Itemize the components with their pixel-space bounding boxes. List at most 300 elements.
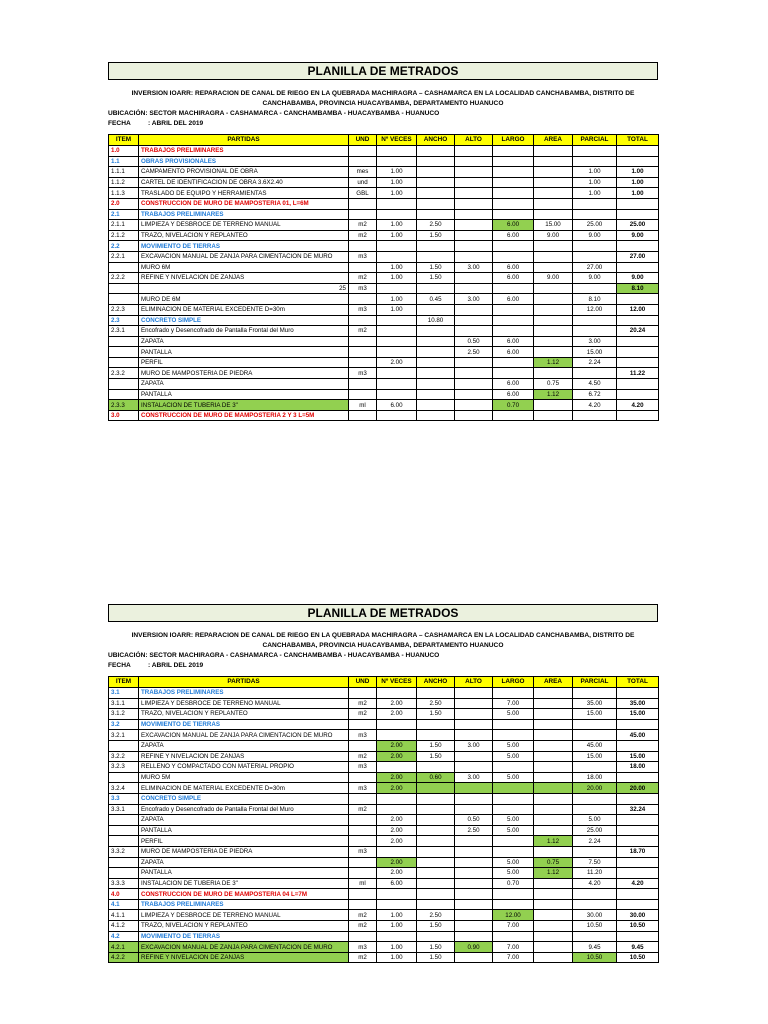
- cell-ancho: 1.50: [417, 273, 455, 284]
- cell-alto: [455, 188, 493, 199]
- cell-item: 4.2.1: [109, 942, 139, 953]
- cell-parcial: 2.24: [573, 836, 617, 847]
- cell-partida: ZAPATA: [139, 740, 349, 751]
- cell-area: [534, 326, 573, 337]
- cell-total: [617, 198, 659, 209]
- cell-parcial: 25.00: [573, 220, 617, 231]
- cell-alto: 0.50: [455, 815, 493, 826]
- cell-total: [617, 740, 659, 751]
- cell-partida: PANTALLA: [139, 825, 349, 836]
- cell-und: [349, 146, 377, 157]
- table-row: [109, 294, 659, 305]
- cell-area: 1.12: [534, 357, 573, 368]
- cell-ancho: 1.50: [417, 942, 455, 953]
- cell-total: 9.45: [617, 942, 659, 953]
- cell-partida: PANTALLA: [139, 389, 349, 400]
- cell-ancho: [417, 336, 455, 347]
- cell-area: [534, 846, 573, 857]
- cell-alto: [455, 730, 493, 741]
- cell-total: 12.00: [617, 304, 659, 315]
- cell-area: 1.12: [534, 836, 573, 847]
- cell-alto: [455, 889, 493, 900]
- cell-partida: REFINE Y NIVELACION DE ZANJAS: [139, 952, 349, 963]
- cell-und: [349, 357, 377, 368]
- cell-alto: [455, 379, 493, 390]
- fecha-value: : ABRIL DEL 2019: [148, 662, 204, 669]
- sheet-header: [108, 631, 658, 671]
- cell-alto: 3.00: [455, 294, 493, 305]
- cell-parcial: [573, 146, 617, 157]
- cell-area: [534, 400, 573, 411]
- cell-total: 1.00: [617, 167, 659, 178]
- table-header-row: [109, 135, 659, 146]
- cell-partida: CARTEL DE IDENTIFICACION DE OBRA 3.6X2.40: [139, 177, 349, 188]
- cell-und: GBL: [349, 188, 377, 199]
- cell-parcial: [573, 368, 617, 379]
- cell-area: [534, 167, 573, 178]
- cell-area: [534, 793, 573, 804]
- cell-ancho: [417, 241, 455, 252]
- cell-und: [349, 825, 377, 836]
- cell-partida: TRASLADO DE EQUIPO Y HERRAMIENTAS: [139, 188, 349, 199]
- cell-partida: REFINE Y NIVELACION DE ZANJAS: [139, 751, 349, 762]
- cell-alto: [455, 283, 493, 294]
- cell-total: 9.00: [617, 273, 659, 284]
- metrados-table: [108, 134, 659, 421]
- cell-und: [349, 836, 377, 847]
- cell-area: [534, 177, 573, 188]
- cell-und: [349, 410, 377, 421]
- table-row: [109, 931, 659, 942]
- sheet-header: [108, 89, 658, 129]
- cell-largo: [493, 167, 534, 178]
- cell-veces: 2.00: [377, 740, 417, 751]
- cell-parcial: [573, 326, 617, 337]
- cell-parcial: 10.50: [573, 921, 617, 932]
- cell-parcial: [573, 251, 617, 262]
- cell-alto: [455, 389, 493, 400]
- cell-veces: [377, 410, 417, 421]
- table-row: [109, 846, 659, 857]
- column-header-parcial: PARCIAL: [573, 135, 617, 146]
- cell-ancho: 10.80: [417, 315, 455, 326]
- cell-ancho: [417, 177, 455, 188]
- cell-largo: 6.00: [493, 294, 534, 305]
- cell-total: 1.00: [617, 188, 659, 199]
- cell-und: [349, 315, 377, 326]
- cell-parcial: 7.50: [573, 857, 617, 868]
- cell-und: m2: [349, 804, 377, 815]
- cell-alto: 2.50: [455, 825, 493, 836]
- column-header-area: AREA: [534, 677, 573, 688]
- cell-und: m2: [349, 326, 377, 337]
- cell-alto: [455, 315, 493, 326]
- cell-item: 4.2: [109, 931, 139, 942]
- cell-alto: [455, 952, 493, 963]
- cell-item: 2.1.2: [109, 230, 139, 241]
- table-row: [109, 889, 659, 900]
- cell-largo: 6.00: [493, 379, 534, 390]
- fecha-label: FECHA: [108, 120, 131, 127]
- cell-und: [349, 241, 377, 252]
- cell-item: 2.2.3: [109, 304, 139, 315]
- cell-partida: CAMPAMENTO PROVISIONAL DE OBRA: [139, 167, 349, 178]
- cell-partida: CONSTRUCCION DE MURO DE MAMPOSTERIA 2 Y 3 L=5M: [139, 410, 349, 421]
- cell-alto: [455, 857, 493, 868]
- cell-alto: [455, 156, 493, 167]
- column-header-und: UND: [349, 135, 377, 146]
- cell-item: 2.3: [109, 315, 139, 326]
- column-header-alto: ALTO: [455, 677, 493, 688]
- cell-largo: [493, 146, 534, 157]
- cell-area: [534, 251, 573, 262]
- cell-veces: [377, 209, 417, 220]
- cell-item: 1.1.1: [109, 167, 139, 178]
- cell-und: [349, 815, 377, 826]
- cell-largo: 5.00: [493, 751, 534, 762]
- ubicacion-line: UBICACIÓN: SECTOR MACHIRAGRA - CASHAMARCA - CANCHAMBAMBA - HUACAYBAMBA - HUANUCO: [108, 652, 440, 659]
- table-row: [109, 868, 659, 879]
- table-row: [109, 410, 659, 421]
- cell-veces: [377, 389, 417, 400]
- cell-partida: MOVIMIENTO DE TIERRAS: [139, 241, 349, 252]
- cell-alto: [455, 146, 493, 157]
- table-row: [109, 347, 659, 358]
- table-row: [109, 899, 659, 910]
- cell-total: [617, 868, 659, 879]
- cell-alto: [455, 326, 493, 337]
- cell-partida: TRABAJOS PRELIMINARES: [139, 899, 349, 910]
- cell-und: [349, 336, 377, 347]
- cell-parcial: 25.00: [573, 825, 617, 836]
- cell-alto: [455, 921, 493, 932]
- table-row: [109, 709, 659, 720]
- cell-partida: EXCAVACION MANUAL DE ZANJA PARA CIMENTACION DE MURO: [139, 942, 349, 953]
- table-row: [109, 368, 659, 379]
- cell-largo: 0.70: [493, 400, 534, 411]
- cell-total: [617, 899, 659, 910]
- cell-largo: 5.00: [493, 772, 534, 783]
- cell-area: [534, 952, 573, 963]
- cell-largo: 6.00: [493, 262, 534, 273]
- cell-total: [617, 156, 659, 167]
- cell-und: [349, 857, 377, 868]
- cell-parcial: 18.00: [573, 772, 617, 783]
- cell-total: [617, 719, 659, 730]
- cell-parcial: 30.00: [573, 910, 617, 921]
- cell-item: 1.1.2: [109, 177, 139, 188]
- cell-und: m3: [349, 368, 377, 379]
- column-header-und: UND: [349, 677, 377, 688]
- cell-area: [534, 368, 573, 379]
- cell-parcial: 15.00: [573, 709, 617, 720]
- cell-und: [349, 294, 377, 305]
- cell-alto: [455, 910, 493, 921]
- cell-item: 3.3: [109, 793, 139, 804]
- column-header-ancho: ANCHO: [417, 135, 455, 146]
- cell-area: [534, 772, 573, 783]
- cell-parcial: 9.45: [573, 942, 617, 953]
- cell-und: [349, 719, 377, 730]
- cell-alto: [455, 836, 493, 847]
- table-row: [109, 688, 659, 699]
- cell-und: [349, 931, 377, 942]
- cell-und: m2: [349, 709, 377, 720]
- column-header-total: TOTAL: [617, 135, 659, 146]
- cell-und: m3: [349, 762, 377, 773]
- cell-partida: MURO DE MAMPOSTERIA DE PIEDRA: [139, 846, 349, 857]
- cell-area: [534, 783, 573, 794]
- table-row: [109, 379, 659, 390]
- cell-partida: LIMPIEZA Y DESBROCE DE TERRENO MANUAL: [139, 910, 349, 921]
- cell-parcial: [573, 241, 617, 252]
- cell-area: [534, 942, 573, 953]
- cell-partida: ZAPATA: [139, 857, 349, 868]
- cell-partida: TRAZO, NIVELACION Y REPLANTEO: [139, 230, 349, 241]
- cell-parcial: 4.20: [573, 878, 617, 889]
- cell-item: 2.3.1: [109, 326, 139, 337]
- cell-ancho: [417, 156, 455, 167]
- cell-veces: 2.00: [377, 751, 417, 762]
- cell-area: 15.00: [534, 220, 573, 231]
- cell-area: [534, 294, 573, 305]
- cell-largo: [493, 326, 534, 337]
- cell-item: 3.2: [109, 719, 139, 730]
- cell-ancho: [417, 389, 455, 400]
- cell-partida: INSTALACION DE TUBERIA DE 3": [139, 400, 349, 411]
- cell-largo: [493, 209, 534, 220]
- cell-ancho: [417, 857, 455, 868]
- table-row: [109, 698, 659, 709]
- cell-ancho: [417, 283, 455, 294]
- cell-area: 0.75: [534, 379, 573, 390]
- cell-total: [617, 294, 659, 305]
- cell-partida: INSTALACION DE TUBERIA DE 3": [139, 878, 349, 889]
- cell-total: 35.00: [617, 698, 659, 709]
- cell-parcial: 1.00: [573, 167, 617, 178]
- cell-partida: REFINE Y NIVELACION DE ZANJAS: [139, 273, 349, 284]
- cell-parcial: [573, 283, 617, 294]
- cell-area: [534, 315, 573, 326]
- cell-veces: [377, 146, 417, 157]
- table-row: [109, 857, 659, 868]
- cell-und: und: [349, 177, 377, 188]
- cell-ancho: [417, 719, 455, 730]
- cell-item: 2.1.1: [109, 220, 139, 231]
- cell-largo: 7.00: [493, 942, 534, 953]
- cell-ancho: [417, 783, 455, 794]
- cell-item: 1.1: [109, 156, 139, 167]
- cell-veces: 1.00: [377, 262, 417, 273]
- table-header-row: [109, 677, 659, 688]
- cell-total: [617, 889, 659, 900]
- cell-area: [534, 931, 573, 942]
- cell-largo: 0.70: [493, 878, 534, 889]
- cell-parcial: 9.00: [573, 230, 617, 241]
- column-header-item: ITEM: [109, 677, 139, 688]
- cell-veces: 1.00: [377, 921, 417, 932]
- cell-parcial: 5.00: [573, 815, 617, 826]
- cell-largo: [493, 283, 534, 294]
- cell-parcial: 12.00: [573, 304, 617, 315]
- cell-und: m2: [349, 698, 377, 709]
- cell-total: 27.00: [617, 251, 659, 262]
- cell-und: [349, 793, 377, 804]
- cell-area: [534, 878, 573, 889]
- cell-veces: 1.00: [377, 952, 417, 963]
- cell-veces: [377, 730, 417, 741]
- cell-partida: OBRAS PROVISIONALES: [139, 156, 349, 167]
- cell-item: 3.2.2: [109, 751, 139, 762]
- table-row: [109, 772, 659, 783]
- cell-alto: [455, 688, 493, 699]
- column-header-veces: Nº VECES: [377, 135, 417, 146]
- cell-ancho: [417, 410, 455, 421]
- cell-und: m3: [349, 251, 377, 262]
- column-header-total: TOTAL: [617, 677, 659, 688]
- column-header-partida: PARTIDAS: [139, 135, 349, 146]
- cell-ancho: [417, 400, 455, 411]
- cell-alto: [455, 251, 493, 262]
- cell-area: 1.12: [534, 868, 573, 879]
- cell-area: [534, 241, 573, 252]
- cell-und: [349, 889, 377, 900]
- cell-partida: ZAPATA: [139, 815, 349, 826]
- cell-parcial: [573, 719, 617, 730]
- cell-largo: [493, 357, 534, 368]
- cell-ancho: [417, 368, 455, 379]
- cell-total: [617, 410, 659, 421]
- cell-veces: 2.00: [377, 868, 417, 879]
- cell-largo: 6.00: [493, 220, 534, 231]
- cell-item: [109, 262, 139, 273]
- cell-und: m3: [349, 283, 377, 294]
- cell-ancho: [417, 762, 455, 773]
- cell-ancho: 1.50: [417, 709, 455, 720]
- table-row: [109, 156, 659, 167]
- table-row: [109, 910, 659, 921]
- cell-parcial: [573, 315, 617, 326]
- cell-partida: TRABAJOS PRELIMINARES: [139, 688, 349, 699]
- cell-item: 3.0: [109, 410, 139, 421]
- cell-veces: [377, 931, 417, 942]
- cell-veces: 1.00: [377, 942, 417, 953]
- table-row: [109, 188, 659, 199]
- metrados-sheet-2: [108, 604, 658, 963]
- cell-und: m2: [349, 921, 377, 932]
- cell-largo: [493, 198, 534, 209]
- cell-veces: [377, 793, 417, 804]
- cell-item: [109, 772, 139, 783]
- cell-item: 2.2: [109, 241, 139, 252]
- fecha-line: [108, 661, 658, 671]
- cell-area: [534, 146, 573, 157]
- cell-parcial: 27.00: [573, 262, 617, 273]
- cell-item: [109, 836, 139, 847]
- table-row: [109, 304, 659, 315]
- cell-largo: [493, 783, 534, 794]
- cell-ancho: 0.60: [417, 772, 455, 783]
- cell-ancho: 2.50: [417, 698, 455, 709]
- cell-veces: 1.00: [377, 220, 417, 231]
- cell-item: [109, 283, 139, 294]
- cell-area: [534, 921, 573, 932]
- cell-parcial: 6.72: [573, 389, 617, 400]
- cell-parcial: [573, 793, 617, 804]
- cell-item: 3.2.4: [109, 783, 139, 794]
- column-header-largo: LARGO: [493, 677, 534, 688]
- cell-und: [349, 347, 377, 358]
- cell-total: [617, 931, 659, 942]
- cell-largo: 12.00: [493, 910, 534, 921]
- cell-largo: [493, 719, 534, 730]
- cell-item: [109, 825, 139, 836]
- cell-und: m2: [349, 751, 377, 762]
- cell-veces: 2.00: [377, 772, 417, 783]
- cell-alto: [455, 698, 493, 709]
- cell-ancho: [417, 836, 455, 847]
- cell-ancho: [417, 209, 455, 220]
- cell-und: m3: [349, 304, 377, 315]
- column-header-area: AREA: [534, 135, 573, 146]
- table-row: [109, 241, 659, 252]
- cell-veces: [377, 315, 417, 326]
- cell-largo: 6.00: [493, 336, 534, 347]
- cell-partida: PANTALLA: [139, 868, 349, 879]
- cell-partida: 25: [139, 283, 349, 294]
- cell-alto: [455, 719, 493, 730]
- cell-total: 10.50: [617, 952, 659, 963]
- cell-alto: 0.50: [455, 336, 493, 347]
- cell-total: 15.00: [617, 751, 659, 762]
- cell-item: 2.3.3: [109, 400, 139, 411]
- cell-veces: 1.00: [377, 294, 417, 305]
- cell-und: [349, 868, 377, 879]
- cell-total: [617, 209, 659, 220]
- cell-veces: 1.00: [377, 230, 417, 241]
- cell-area: [534, 262, 573, 273]
- cell-veces: 1.00: [377, 177, 417, 188]
- cell-largo: 5.00: [493, 740, 534, 751]
- cell-parcial: 1.00: [573, 188, 617, 199]
- cell-total: 20.00: [617, 783, 659, 794]
- table-row: [109, 283, 659, 294]
- cell-area: [534, 283, 573, 294]
- cell-und: ml: [349, 400, 377, 411]
- table-row: [109, 198, 659, 209]
- table-row: [109, 751, 659, 762]
- cell-item: 3.3.2: [109, 846, 139, 857]
- cell-ancho: 1.50: [417, 262, 455, 273]
- cell-item: 2.0: [109, 198, 139, 209]
- sheet-title: PLANILLA DE METRADOS: [108, 62, 658, 80]
- cell-area: [534, 804, 573, 815]
- cell-item: [109, 357, 139, 368]
- cell-alto: [455, 400, 493, 411]
- cell-partida: ZAPATA: [139, 379, 349, 390]
- cell-total: [617, 347, 659, 358]
- table-row: [109, 146, 659, 157]
- cell-parcial: 20.00: [573, 783, 617, 794]
- table-row: [109, 836, 659, 847]
- cell-veces: [377, 241, 417, 252]
- cell-ancho: [417, 167, 455, 178]
- cell-und: [349, 198, 377, 209]
- cell-partida: PERFIL: [139, 357, 349, 368]
- cell-largo: 5.00: [493, 709, 534, 720]
- cell-alto: [455, 751, 493, 762]
- cell-parcial: [573, 899, 617, 910]
